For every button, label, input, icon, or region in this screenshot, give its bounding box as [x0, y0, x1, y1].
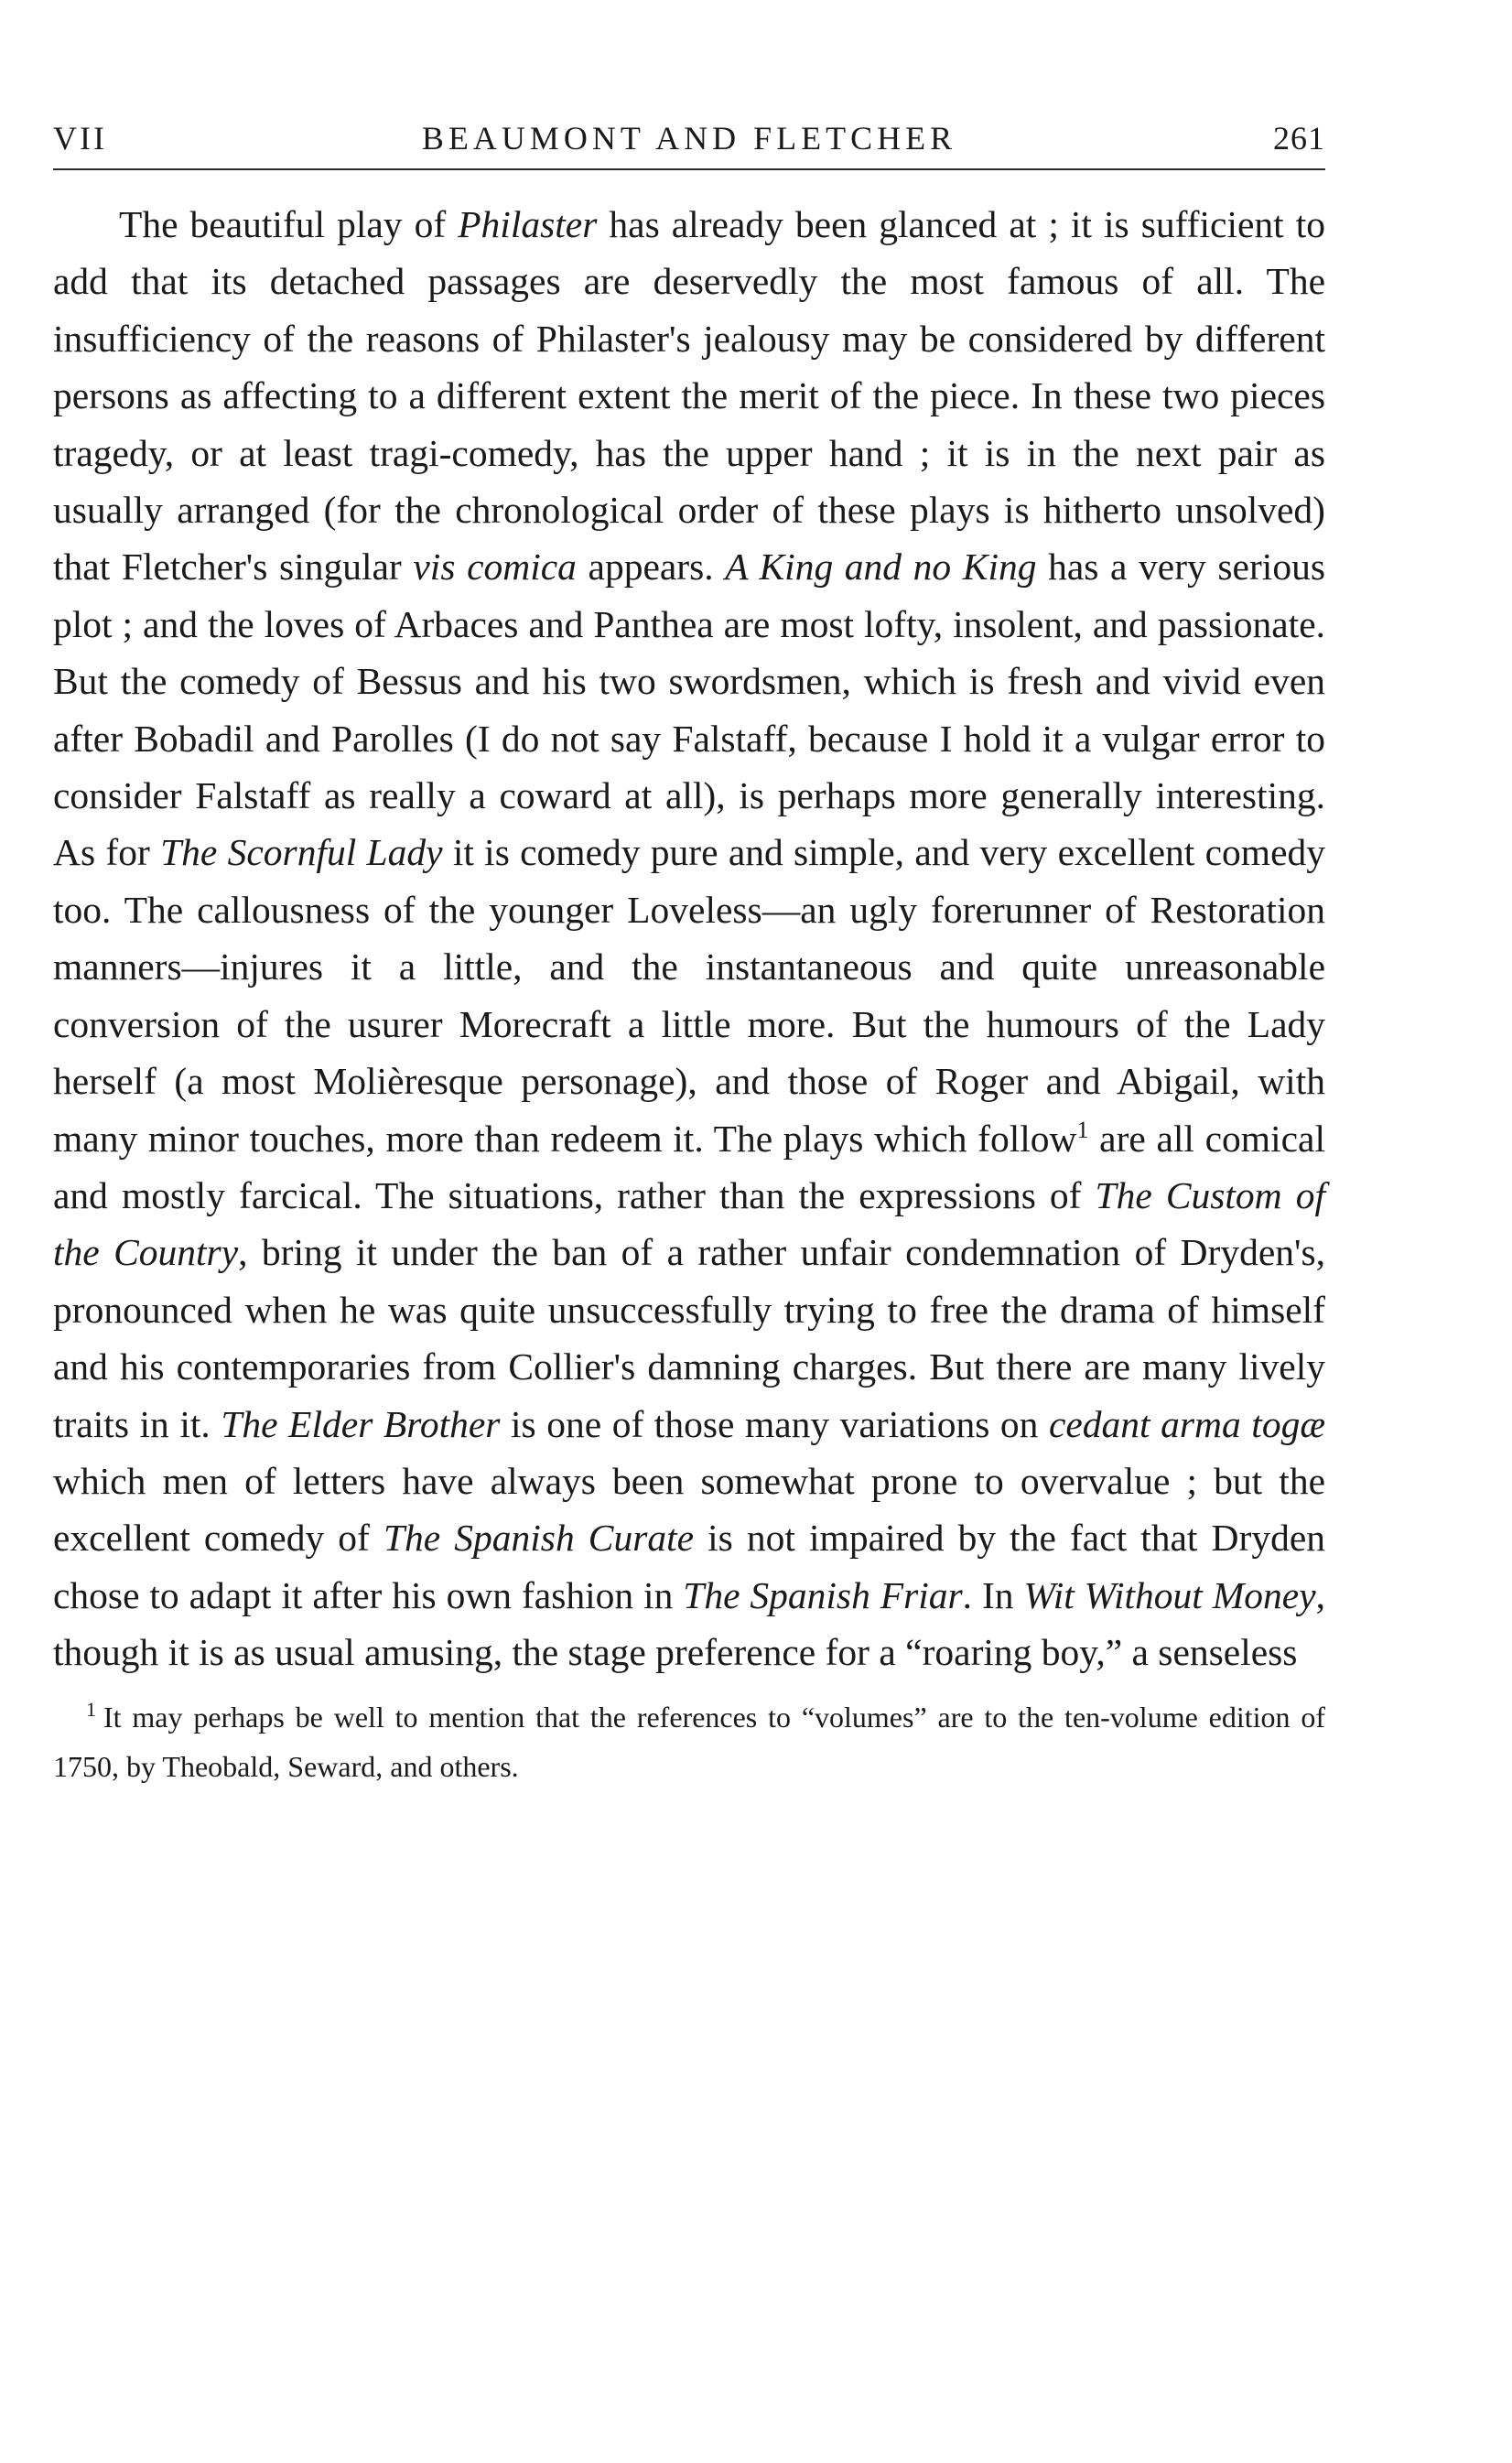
footnote — [53, 1692, 1325, 1791]
text-run: has a very serious plot ; and the loves of Arbaces and Panthea are most lofty, insolent, and passionate. But the comedy of Bessus and his two swordsmen, which is fresh and vivid even after Bobadil and Parolles (I do not say Falstaff, because I hold it a vulgar error to consider Falstaff as really a coward at all), is perhaps more generally interesting. As for — [53, 546, 1325, 874]
work-title-scornful-lady: The Scornful Lady — [160, 831, 443, 874]
latin-phrase-cedant-arma: cedant arma togæ — [1048, 1402, 1325, 1445]
text-run: . In — [962, 1573, 1024, 1616]
page-number: 261 — [1273, 120, 1325, 157]
chapter-number: VII — [53, 120, 107, 157]
text-run: The beautiful play of — [119, 203, 459, 245]
text-run: which men of letters have always been somewhat prone to overvalue ; but the excellent comedy of — [53, 1459, 1325, 1560]
footnote-reference[interactable]: 1 — [1076, 1116, 1089, 1143]
footnote-number: 1 — [86, 1697, 96, 1721]
text-run: is not impaired by the fact that Dryden chose to adapt it after his own fashion in — [53, 1517, 1325, 1616]
latin-phrase-vis-comica: vis comica — [413, 546, 577, 589]
text-run: has already been glanced at ; it is sufficient to add that its detached passages are deservedly the most famous of all. The insufficiency of the reasons of Philaster's jealousy may be considered by different persons as affecting to a different extent the merit of the piece. In these two pieces tragedy, or at least tragi-comedy, has the upper hand ; it is in the next pair as usually arranged (for the chronological order of these plays is hitherto unsolved) that Fletcher's singular — [53, 203, 1325, 589]
work-title-a-king-and-no-king: A King and no King — [725, 546, 1037, 589]
text-run: appears. — [576, 546, 726, 589]
work-title-wit-without-money: Wit Without Money — [1023, 1573, 1316, 1616]
main-paragraph — [53, 196, 1325, 1681]
text-run: , bring it under the ban of a rather unfair condemnation of Dryden's, pronounced when he was quite unsuccessfully trying to free the drama of himself and his contemporaries from Collier's damning charges. But there are many lively traits in it. — [53, 1231, 1325, 1445]
text-run: are all comical and mostly farcical. The situations, rather than the expressions of — [53, 1117, 1325, 1216]
book-page — [53, 110, 1325, 1791]
footnote-text: It may perhaps be well to mention that the references to “volumes” are to the ten-volume edition of 1750, by Theobald, Seward, and others. — [53, 1700, 1325, 1783]
text-run: , though it is as usual amusing, the stage preference for a “roaring boy,” a senseless — [53, 1573, 1325, 1674]
running-title: BEAUMONT AND FLETCHER — [421, 120, 957, 157]
running-head — [53, 110, 1325, 168]
work-title-spanish-curate: The Spanish Curate — [383, 1517, 695, 1560]
work-title-spanish-friar: The Spanish Friar — [683, 1573, 963, 1616]
text-run: it is comedy pure and simple, and very excellent comedy too. The callousness of the younger Loveless—an ugly forerunner of Restoration manners—injures it a little, and the instantaneous and quite unreasonable conversion of the usurer Morecraft a little more. But the humours of the Lady herself (a most Molièresque personage), and those of Roger and Abigail, with many minor touches, more than redeem it. The plays which follow — [53, 831, 1325, 1160]
header-rule — [53, 168, 1325, 170]
work-title-custom-of-the-country: The Custom of the Country — [53, 1173, 1325, 1274]
text-run: is one of those many variations on — [500, 1402, 1049, 1445]
work-title-philaster: Philaster — [458, 203, 598, 245]
work-title-elder-brother: The Elder Brother — [221, 1402, 501, 1445]
